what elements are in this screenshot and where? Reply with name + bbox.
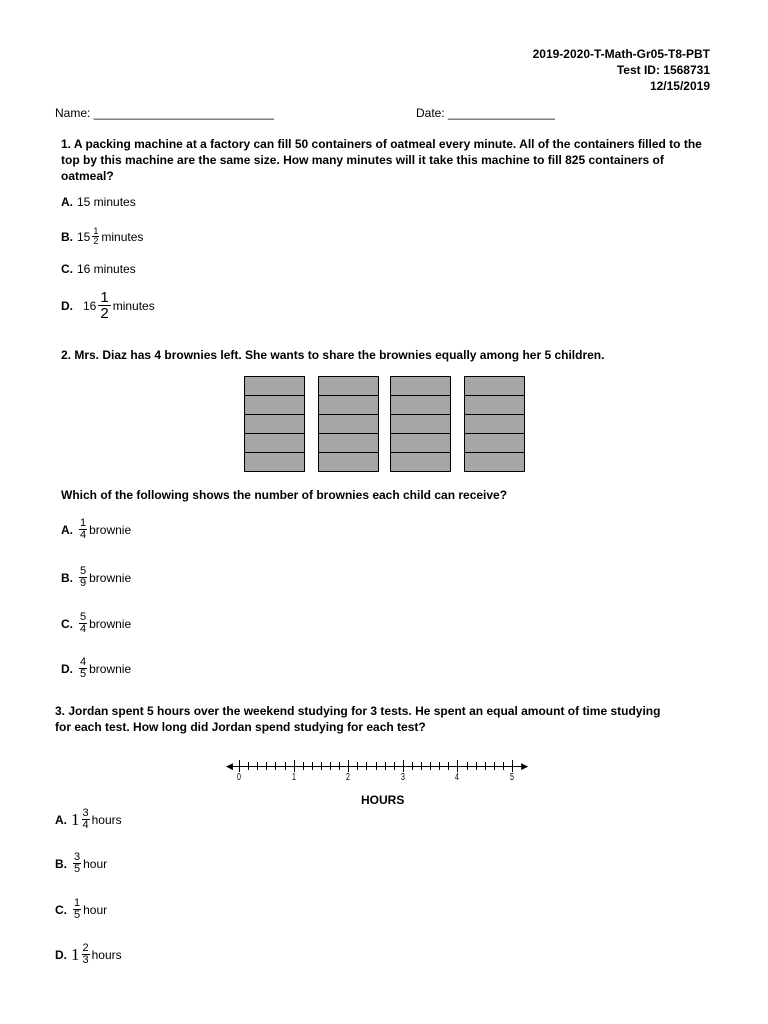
number-line-major-tick bbox=[348, 760, 349, 772]
fraction bbox=[98, 290, 110, 321]
question-3-text: 3. Jordan spent 5 hours over the weekend studying for 3 tests. He spent an equal amount of time studying for each test. How long did Jordan spend studying for each test? bbox=[55, 704, 661, 734]
option-letter: C. bbox=[61, 616, 73, 631]
fraction bbox=[73, 898, 81, 921]
name-field[interactable]: Name: ___________________________ bbox=[55, 106, 274, 120]
numerator: 1 bbox=[74, 897, 81, 909]
option-text: brownie bbox=[89, 522, 132, 537]
denominator: 2 bbox=[93, 236, 99, 246]
q1-option-d[interactable] bbox=[61, 290, 155, 321]
number-line-major-tick bbox=[239, 760, 240, 772]
option-letter: A. bbox=[55, 812, 67, 827]
number-line-minor-tick bbox=[412, 762, 413, 770]
number-line-minor-tick bbox=[339, 762, 340, 770]
number-line-minor-tick bbox=[476, 762, 477, 770]
option-letter: A. bbox=[61, 195, 73, 209]
number-line-minor-tick bbox=[275, 762, 276, 770]
number-line-minor-tick bbox=[248, 762, 249, 770]
number-line-caption: HOURS bbox=[361, 793, 405, 807]
option-letter: A. bbox=[61, 522, 73, 537]
denominator: 5 bbox=[74, 909, 81, 921]
tick-label-1: 1 bbox=[292, 772, 296, 783]
option-text: 15 minutes bbox=[77, 195, 136, 209]
option-letter: D. bbox=[61, 298, 73, 313]
number-line-minor-tick bbox=[439, 762, 440, 770]
number-line-minor-tick bbox=[330, 762, 331, 770]
fraction bbox=[79, 657, 87, 680]
option-letter: B. bbox=[61, 229, 73, 244]
number-line-minor-tick bbox=[266, 762, 267, 770]
option-letter: C. bbox=[55, 902, 67, 917]
option-letter: C. bbox=[61, 262, 73, 276]
denominator: 3 bbox=[82, 954, 89, 966]
q3-option-a[interactable] bbox=[55, 808, 122, 831]
right-arrow-icon: ▶ bbox=[521, 761, 528, 771]
numerator: 5 bbox=[80, 611, 87, 623]
question-2-text: 2. Mrs. Diaz has 4 brownies left. She wants to share the brownies equally among her 5 children. bbox=[61, 348, 605, 362]
brownie-4 bbox=[464, 376, 525, 472]
q1-option-a[interactable] bbox=[61, 195, 136, 209]
test-code: 2019-2020-T-Math-Gr05-T8-PBT bbox=[532, 47, 710, 61]
numerator: 4 bbox=[80, 656, 87, 668]
q3-option-c[interactable] bbox=[55, 898, 107, 921]
number-line-minor-tick bbox=[312, 762, 313, 770]
mixed-number-whole: 1 bbox=[71, 944, 80, 964]
fraction bbox=[73, 852, 81, 875]
brownie-3 bbox=[390, 376, 451, 472]
test-header bbox=[533, 46, 710, 94]
fraction bbox=[79, 612, 87, 635]
number-line-minor-tick bbox=[430, 762, 431, 770]
number-line-major-tick bbox=[294, 760, 295, 772]
option-text: brownie bbox=[89, 661, 132, 676]
fraction bbox=[79, 566, 87, 589]
test-id: Test ID: 1568731 bbox=[616, 63, 710, 77]
denominator: 4 bbox=[82, 819, 89, 831]
q2-option-b[interactable] bbox=[61, 566, 131, 589]
fraction bbox=[82, 943, 90, 966]
option-text: brownie bbox=[89, 570, 132, 585]
option-text: hour bbox=[83, 902, 108, 917]
numerator: 1 bbox=[80, 517, 87, 529]
fraction bbox=[79, 518, 87, 541]
number-line-minor-tick bbox=[421, 762, 422, 770]
option-letter: B. bbox=[55, 856, 67, 871]
number-line-minor-tick bbox=[467, 762, 468, 770]
number-line-minor-tick bbox=[285, 762, 286, 770]
fraction bbox=[82, 808, 90, 831]
number-line-minor-tick bbox=[376, 762, 377, 770]
option-text: brownie bbox=[89, 616, 132, 631]
q1-option-c[interactable] bbox=[61, 262, 136, 276]
tick-label-5: 5 bbox=[510, 772, 514, 783]
denominator: 5 bbox=[74, 863, 81, 875]
fraction bbox=[92, 227, 99, 246]
number-line-minor-tick bbox=[485, 762, 486, 770]
question-2-prompt: Which of the following shows the number of brownies each child can receive? bbox=[61, 488, 508, 502]
numerator: 3 bbox=[74, 851, 81, 863]
number-line-minor-tick bbox=[366, 762, 367, 770]
option-letter: D. bbox=[55, 947, 67, 962]
number-line-major-tick bbox=[403, 760, 404, 772]
option-text: hours bbox=[91, 947, 122, 962]
number-line-minor-tick bbox=[448, 762, 449, 770]
numerator: 1 bbox=[100, 289, 109, 306]
denominator: 5 bbox=[80, 668, 87, 680]
brownie-2 bbox=[318, 376, 379, 472]
denominator: 4 bbox=[80, 623, 87, 635]
q3-option-d[interactable] bbox=[55, 943, 122, 966]
denominator: 2 bbox=[100, 305, 109, 322]
number-line-minor-tick bbox=[303, 762, 304, 770]
question-1-text: 1. A packing machine at a factory can fill 50 containers of oatmeal every minute. All of the containers filled to the top by this machine are the same size. How many minutes will it take this machine to fill 825 containers of oatmeal? bbox=[61, 137, 702, 183]
q2-option-a[interactable] bbox=[61, 518, 131, 541]
number-line-minor-tick bbox=[503, 762, 504, 770]
option-text: 16 minutes bbox=[77, 262, 136, 276]
option-letter: D. bbox=[61, 661, 73, 676]
q3-option-b[interactable] bbox=[55, 852, 107, 875]
number-line-major-tick bbox=[512, 760, 513, 772]
number-line-minor-tick bbox=[385, 762, 386, 770]
denominator: 9 bbox=[80, 577, 87, 589]
denominator: 4 bbox=[80, 529, 87, 541]
number-line-minor-tick bbox=[257, 762, 258, 770]
tick-label-2: 2 bbox=[346, 772, 350, 783]
option-text: hours bbox=[91, 812, 122, 827]
numerator: 5 bbox=[80, 565, 87, 577]
numerator: 3 bbox=[82, 807, 89, 819]
mixed-number-whole: 16 bbox=[83, 298, 97, 313]
tick-label-4: 4 bbox=[455, 772, 459, 783]
date-field[interactable]: Date: ________________ bbox=[416, 106, 555, 120]
tick-label-3: 3 bbox=[401, 772, 405, 783]
numerator: 1 bbox=[93, 226, 99, 236]
option-text: minutes bbox=[112, 298, 155, 313]
q2-option-d[interactable] bbox=[61, 657, 131, 680]
option-text: hour bbox=[83, 856, 108, 871]
q1-option-b[interactable] bbox=[61, 227, 143, 246]
brownie-1 bbox=[244, 376, 305, 472]
number-line-minor-tick bbox=[357, 762, 358, 770]
number-line-major-tick bbox=[457, 760, 458, 772]
left-arrow-icon: ◀ bbox=[226, 761, 233, 771]
q2-option-c[interactable] bbox=[61, 612, 131, 635]
test-date: 12/15/2019 bbox=[649, 79, 710, 93]
option-letter: B. bbox=[61, 570, 73, 585]
number-line-minor-tick bbox=[494, 762, 495, 770]
number-line-minor-tick bbox=[321, 762, 322, 770]
brownies-diagram bbox=[244, 376, 526, 472]
option-text: minutes bbox=[101, 229, 144, 244]
tick-label-0: 0 bbox=[237, 772, 241, 783]
mixed-number-whole: 15 bbox=[77, 229, 91, 244]
number-line bbox=[226, 756, 528, 792]
numerator: 2 bbox=[82, 942, 89, 954]
mixed-number-whole: 1 bbox=[71, 809, 80, 829]
number-line-minor-tick bbox=[394, 762, 395, 770]
